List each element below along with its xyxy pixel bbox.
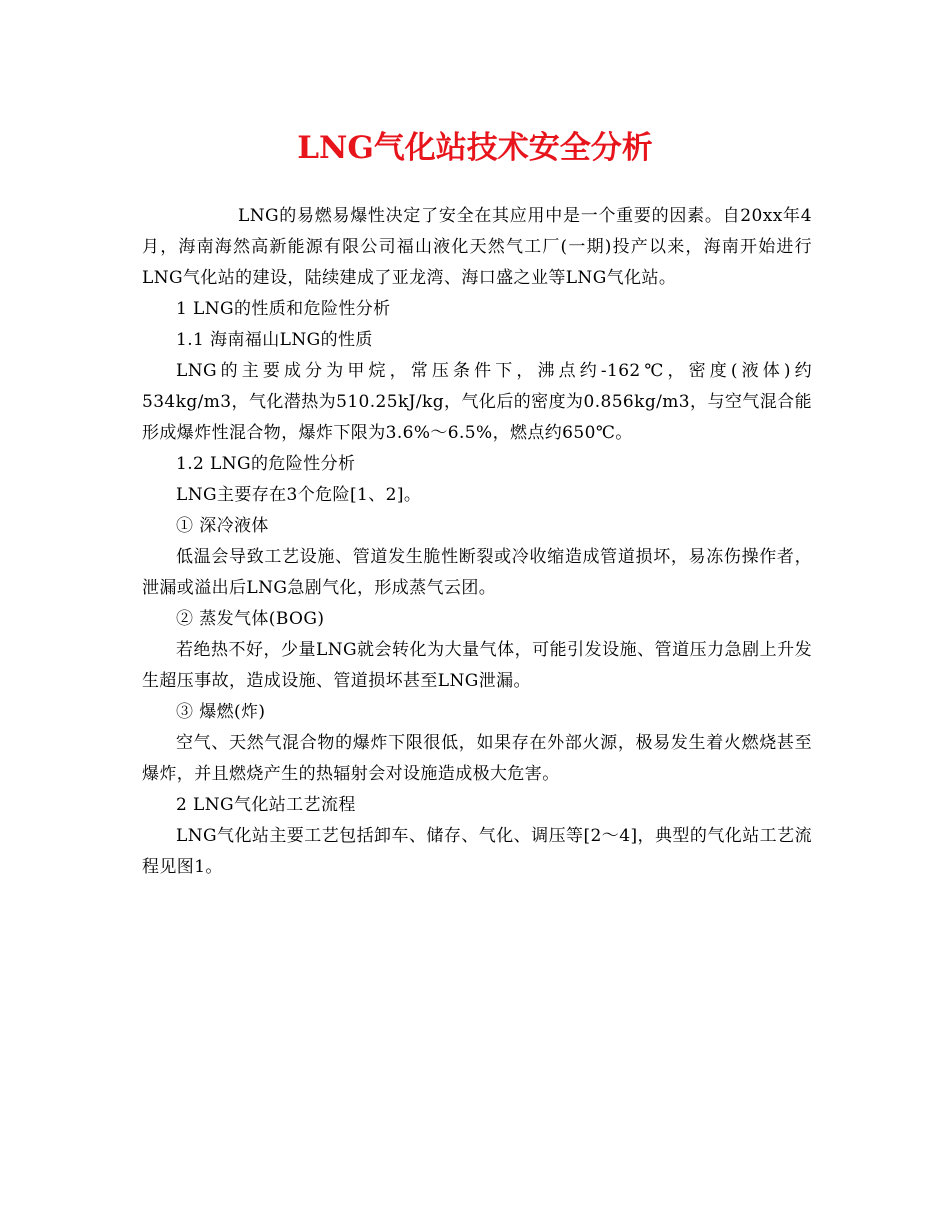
process-flow-paragraph: LNG气化站主要工艺包括卸车、储存、气化、调压等[2～4]，典型的气化站工艺流程见图1。 [142,826,812,877]
intro-paragraph: LNG的易燃易爆性决定了安全在其应用中是一个重要的因素。自20xx年4月，海南海然高新能源有限公司福山液化天然气工厂(一期)投产以来，海南开始进行LNG气化站的建设，陆续建成了亚龙湾、海口盛之业等LNG气化站。 [142,206,812,288]
hazard-item-3-paragraph: 空气、天然气混合物的爆炸下限很低，如果存在外部火源，极易发生着火燃烧甚至爆炸，并且燃烧产生的热辐射会对设施造成极大危害。 [142,733,812,784]
section-heading-1: 1 LNG的性质和危险性分析 [176,299,391,319]
document-title: LNG气化站技术安全分析 [297,130,653,166]
section-heading-2: 2 LNG气化站工艺流程 [176,795,356,815]
hazard-item-2-heading: ② 蒸发气体(BOG) [176,609,325,629]
section-heading-1-2: 1.2 LNG的危险性分析 [176,454,356,474]
document-body [142,201,812,883]
hazard-item-1-paragraph: 低温会导致工艺设施、管道发生脆性断裂或冷收缩造成管道损坏，易冻伤操作者，泄漏或溢出后LNG急剧气化，形成蒸气云团。 [142,547,812,598]
hazard-item-3-heading: ③ 爆燃(炸) [176,702,266,722]
lng-properties-paragraph: LNG的主要成分为甲烷，常压条件下，沸点约-162℃，密度(液体)约534kg/m3，气化潜热为510.25kJ/kg，气化后的密度为0.856kg/m3，与空气混合能形成爆炸性混合物，爆炸下限为3.6%～6.5%，燃点约650℃。 [142,361,812,443]
hazards-intro-paragraph: LNG主要存在3个危险[1、2]。 [176,485,422,505]
hazard-item-2-paragraph: 若绝热不好，少量LNG就会转化为大量气体，可能引发设施、管道压力急剧上升发生超压事故，造成设施、管道损坏甚至LNG泄漏。 [142,640,812,691]
section-heading-1-1: 1.1 海南福山LNG的性质 [176,330,373,350]
hazard-item-1-heading: ① 深冷液体 [176,516,269,536]
